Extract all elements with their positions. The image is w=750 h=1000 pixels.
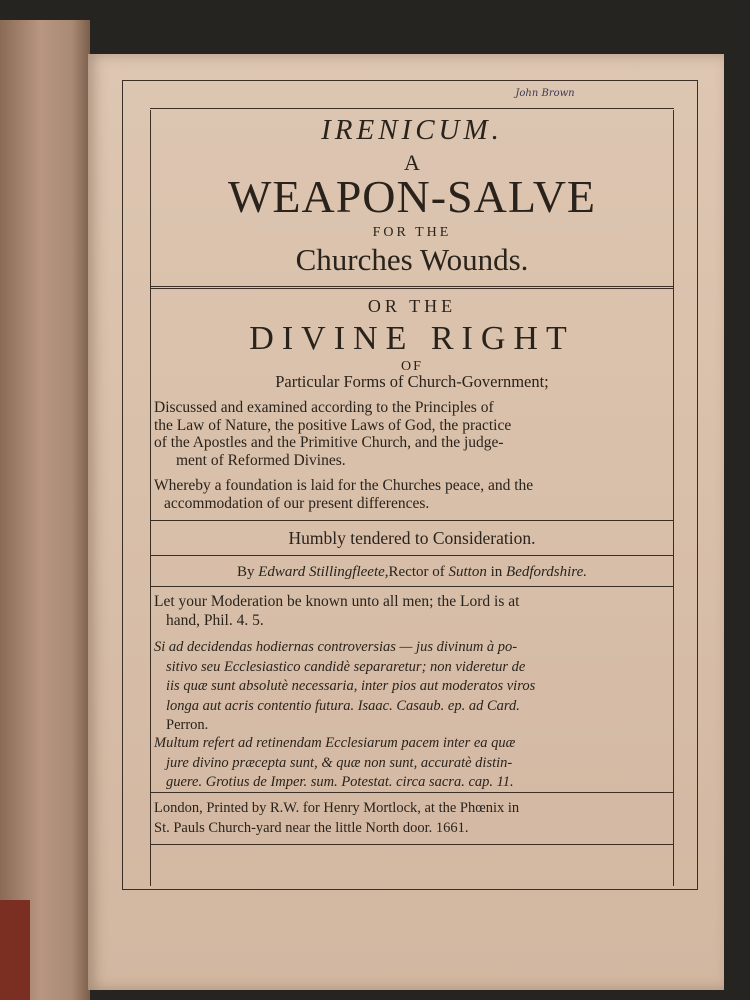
- title-irenicum: IRENICUM.: [321, 114, 503, 146]
- quote-casaubon: [154, 638, 670, 736]
- author-county: Bedfordshire.: [506, 564, 587, 580]
- description-discussed: [154, 399, 670, 469]
- title-page: [88, 54, 724, 990]
- text-line: Whereby a foundation is laid for the Churches peace, and the: [154, 477, 534, 494]
- rule-before-author: [150, 555, 674, 556]
- rule-top: [150, 108, 674, 109]
- title-for-the: FOR THE: [372, 225, 452, 240]
- text-line: Discussed and examined according to the Principles of: [154, 399, 494, 416]
- text-line: ment of Reformed Divines.: [176, 451, 346, 469]
- author-name: Edward Stillingfleete,: [258, 564, 389, 580]
- text-line: St. Pauls Church-yard near the little North door. 1661.: [154, 819, 469, 836]
- left-page: [0, 20, 90, 1000]
- title-weapon-salve: WEAPON-SALVE: [227, 171, 597, 222]
- text-line: Let your Moderation be known unto all men; the Lord is at: [154, 593, 520, 610]
- text-line: accommodation of our present differences.: [164, 494, 430, 512]
- rule-double: [150, 286, 674, 289]
- text-line: Perron.: [166, 717, 209, 733]
- description-whereby: [154, 477, 670, 512]
- title-a: A: [404, 150, 420, 175]
- text-line: the Law of Nature, the positive Laws of God, the practice: [154, 416, 512, 434]
- title-churches-wounds: Churches Wounds.: [295, 242, 529, 277]
- text-line: Multum refert ad retinendam Ecclesiarum pacem inter ea quæ: [154, 735, 516, 751]
- imprint: [154, 799, 670, 838]
- text-line: guere. Grotius de Imper. sum. Potestat. circa sacra. cap. 11.: [166, 774, 514, 790]
- quote-grotius: [154, 734, 670, 793]
- text-line: London, Printed by R.W. for Henry Mortlock, at the Phœnix in: [154, 800, 520, 816]
- author-rector: Rector of: [388, 564, 445, 580]
- author-by: By: [237, 564, 255, 580]
- text-line: of the Apostles and the Primitive Church, and the judge-: [154, 434, 504, 451]
- text-line: sitivo seu Ecclesiastico candidè separaretur; non videretur de: [166, 658, 526, 675]
- quote-moderation: [154, 592, 670, 630]
- cover-edge: [0, 900, 30, 1000]
- rule-before-quotes: [150, 586, 674, 587]
- title-of: OF: [401, 359, 423, 374]
- text-line: iis quæ sunt absolutè necessaria, inter pios aut moderatos viros: [166, 678, 536, 694]
- text-line: Si ad decidendas hodiernas controversias — jus divinum à po-: [154, 639, 518, 655]
- author-in: in: [490, 564, 503, 580]
- rule-before-imprint: [150, 792, 674, 793]
- owner-signature: John Brown: [515, 88, 575, 99]
- title-or-the: OR THE: [367, 296, 457, 316]
- humbly-tendered: Humbly tendered to Consideration.: [288, 528, 536, 548]
- text-line: jure divino præcepta sunt, & quæ non sunt, accuratè distin-: [166, 754, 513, 771]
- rule-before-humbly: [150, 520, 674, 521]
- title-divine-right: DIVINE RIGHT: [249, 320, 575, 357]
- author-line: [152, 565, 672, 580]
- text-line: hand, Phil. 4. 5.: [166, 612, 264, 629]
- rule-bottom: [150, 844, 674, 845]
- author-place: Sutton: [448, 564, 487, 580]
- title-particular-forms: Particular Forms of Church-Government;: [275, 372, 549, 391]
- text-line: longa aut acris contentio futura. Isaac. Casaub. ep. ad Card.: [166, 697, 520, 714]
